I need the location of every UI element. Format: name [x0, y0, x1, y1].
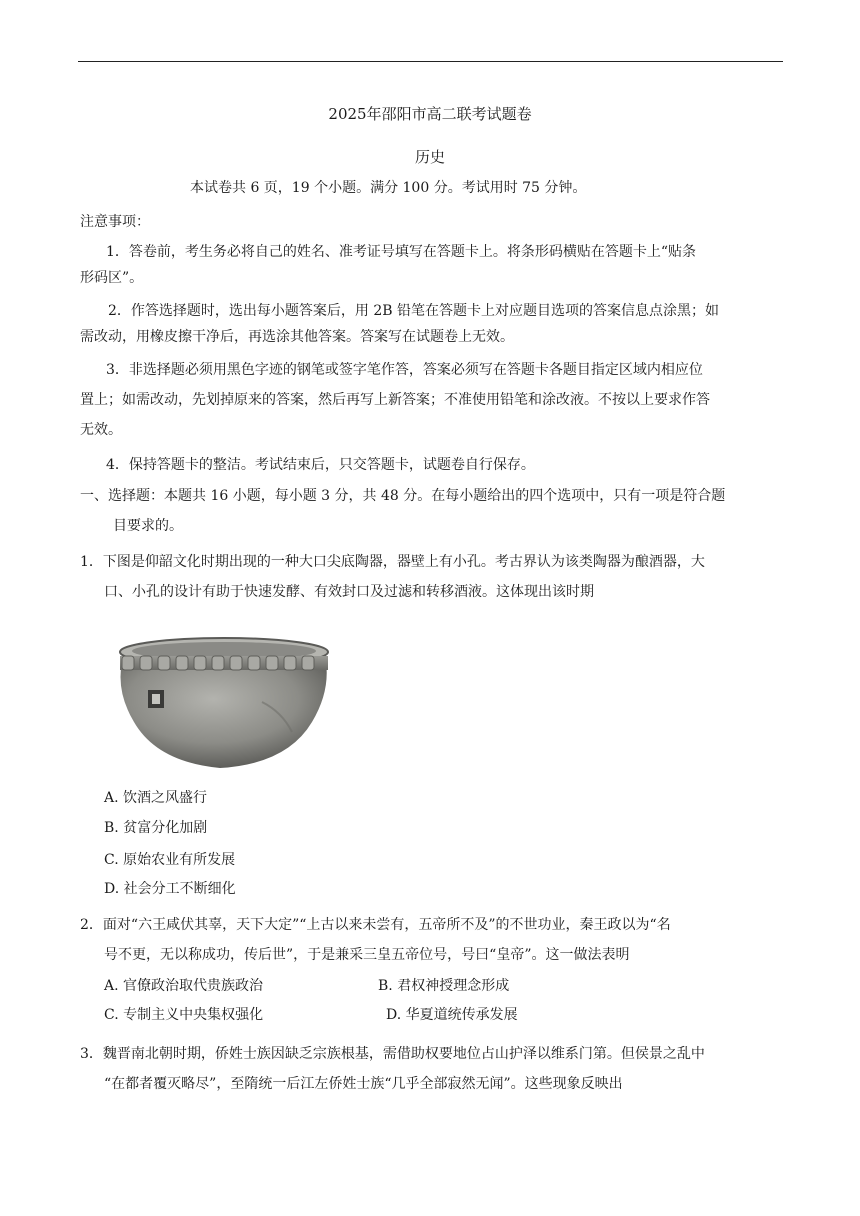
q1-option-b: B. 贫富分化加剧: [104, 820, 208, 836]
question-2-line-2: 号不更，无以称成功，传后世”，于是兼采三皇五帝位号，号曰“皇帝”。这一做法表明: [104, 947, 630, 963]
note-1-line-2: 形码区”。: [80, 270, 144, 286]
note-4: 4．保持答题卡的整洁。考试结束后，只交答题卡，试题卷自行保存。: [106, 457, 535, 473]
q1-option-a: A. 饮酒之风盛行: [104, 790, 208, 806]
q1-option-d: D. 社会分工不断细化: [104, 881, 236, 897]
q2-option-c: C. 专制主义中央集权强化: [104, 1007, 264, 1023]
exam-subject: 历史: [414, 148, 445, 166]
section-1-line-1: 一、选择题：本题共 16 小题，每小题 3 分，共 48 分。在每小题给出的四个选项中，只有一项是符合题: [80, 488, 726, 504]
note-3-line-3: 无效。: [80, 422, 122, 438]
question-3-line-2: “在都者覆灭略尽”，至隋统一后江左侨姓士族“几乎全部寂然无闻”。这些现象反映出: [104, 1076, 623, 1092]
question-1-line-2: 口、小孔的设计有助于快速发酵、有效封口及过滤和转移酒液。这体现出该时期: [104, 584, 594, 600]
note-3-line-2: 置上；如需改动，先划掉原来的答案，然后再写上新答案；不准使用铅笔和涂改液。不按以上要求作答: [80, 392, 710, 408]
q2-option-d: D. 华夏道统传承发展: [386, 1007, 518, 1023]
q2-option-b: B. 君权神授理念形成: [378, 978, 510, 994]
pottery-vessel-photo: [112, 622, 337, 770]
question-3-line-1: 3．魏晋南北朝时期，侨姓士族因缺乏宗族根基，需借助权要地位占山护泽以维系门第。但侯景之乱中: [80, 1046, 705, 1062]
question-1-line-1: 1．下图是仰韶文化时期出现的一种大口尖底陶器，器壁上有小孔。考古界认为该类陶器为酿酒器，大: [80, 554, 705, 570]
note-3-line-1: 3．非选择题必须用黑色字迹的钢笔或签字笔作答，答案必须写在答题卡各题目指定区域内相应位: [106, 362, 703, 378]
note-1-line-1: 1．答卷前，考生务必将自己的姓名、准考证号填写在答题卡上。将条形码横贴在答题卡上“贴条: [106, 244, 697, 260]
q1-option-c: C. 原始农业有所发展: [104, 852, 236, 868]
exam-title: 2025年邵阳市高二联考试题卷: [328, 105, 532, 123]
note-2-line-2: 需改动，用橡皮擦干净后，再选涂其他答案。答案写在试题卷上无效。: [80, 329, 514, 345]
section-1-line-2: 目要求的。: [113, 518, 183, 534]
notes-heading: 注意事项：: [80, 214, 150, 230]
exam-info: 本试卷共 6 页，19 个小题。满分 100 分。考试用时 75 分钟。: [190, 180, 587, 196]
q2-option-a: A. 官僚政治取代贵族政治: [104, 978, 264, 994]
question-2-line-1: 2．面对“六王咸伏其辜，天下大定”“上古以来未尝有，五帝所不及”的不世功业，秦王政以为“名: [80, 917, 671, 933]
header-rule: [78, 61, 783, 62]
note-2-line-1: 2．作答选择题时，选出每小题答案后，用 2B 铅笔在答题卡上对应题目选项的答案信息点涂黑；如: [108, 303, 720, 319]
